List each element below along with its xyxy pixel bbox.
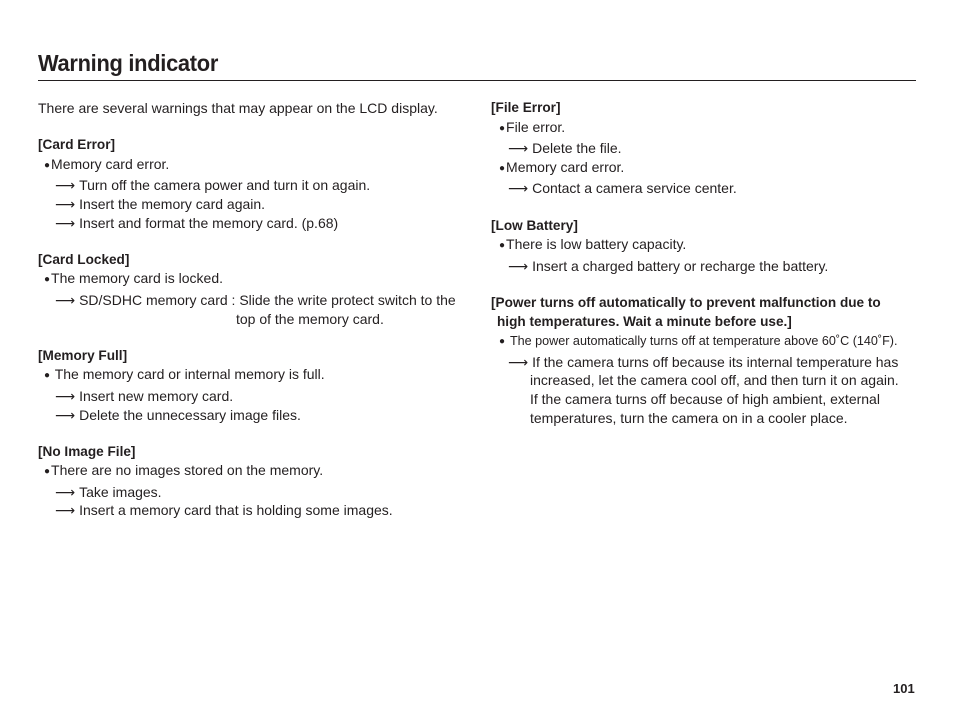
file-error-section [491, 99, 931, 198]
solution-item [491, 179, 931, 198]
solution-text: Insert new memory card. [79, 387, 234, 404]
arrow-icon: ⟶ [55, 291, 76, 308]
solution-text: SD/SDHC memory card : Slide the write protect switch to the [79, 291, 456, 308]
solution-item [38, 406, 468, 425]
warning-description: The power automatically turns off at temperature above 60˚C (140˚F). [509, 334, 898, 349]
warning-description: There is low battery capacity. [506, 236, 687, 253]
memory-full-section [38, 347, 468, 424]
solution-text: Take images. [79, 483, 162, 500]
solution-item [491, 257, 931, 276]
solution-text: Contact a camera service center. [532, 180, 737, 197]
warning-description: The memory card or internal memory is full. [54, 366, 325, 383]
no-image-file-section [38, 443, 468, 520]
arrow-icon: ⟶ [55, 502, 76, 519]
solution-continuation: temperatures, turn the camera on in a cooler place. [530, 409, 848, 426]
page-number: 101 [893, 681, 915, 696]
arrow-icon: ⟶ [508, 140, 529, 157]
arrow-icon: ⟶ [508, 257, 529, 274]
solution-continuation: If the camera turns off because of high ambient, external [530, 390, 880, 407]
section-title: [No Image File] [38, 443, 136, 459]
arrow-icon: ⟶ [55, 214, 76, 231]
section-title: [File Error] [491, 100, 561, 115]
bullet-icon: ● [499, 162, 506, 174]
section-title: [Memory Full] [38, 347, 128, 363]
solution-text: Delete the file. [532, 140, 622, 157]
card-locked-section [38, 251, 468, 328]
solution-item [491, 139, 931, 158]
arrow-icon: ⟶ [55, 177, 76, 194]
solution-text: Insert a charged battery or recharge the battery. [532, 257, 829, 274]
warning-description: Memory card error. [506, 158, 625, 175]
bullet-icon: ● [44, 274, 51, 286]
solution-item [491, 353, 931, 372]
list-item [491, 235, 931, 257]
solution-text: Insert a memory card that is holding some images. [79, 502, 393, 519]
bullet-icon: ● [499, 240, 506, 252]
section-title: [Card Locked] [38, 251, 130, 267]
list-item [38, 365, 468, 387]
bullet-icon: ● [499, 336, 506, 348]
power-off-section [491, 294, 931, 427]
left-column [38, 99, 468, 520]
solution-text: Turn off the camera power and turn it on again. [79, 177, 371, 194]
bullet-icon: ● [499, 122, 506, 134]
solution-item [38, 176, 468, 195]
list-item [491, 158, 931, 180]
page-title: Warning indicator [38, 50, 219, 76]
solution-continuation: increased, let the camera cool off, and then turn it on again. [530, 372, 899, 389]
section-title-continuation: high temperatures. Wait a minute before use.] [497, 313, 792, 329]
arrow-icon: ⟶ [55, 483, 76, 500]
warning-description: Memory card error. [51, 155, 170, 172]
arrow-icon: ⟶ [55, 387, 76, 404]
solution-item [38, 214, 468, 233]
solution-item [38, 483, 468, 502]
solution-item [38, 291, 468, 310]
solution-item [38, 387, 468, 406]
bullet-icon: ● [44, 159, 51, 171]
intro-text: There are several warnings that may appear on the LCD display. [38, 100, 438, 116]
list-item [491, 331, 931, 353]
arrow-icon: ⟶ [508, 180, 529, 197]
section-title: [Power turns off automatically to prevent malfunction due to [491, 294, 881, 310]
warning-description: There are no images stored on the memory. [51, 462, 324, 479]
warning-description: The memory card is locked. [51, 270, 223, 287]
list-item [38, 155, 468, 177]
solution-item [38, 195, 468, 214]
warning-description: File error. [506, 118, 566, 135]
list-item [38, 461, 468, 483]
solution-text: If the camera turns off because its internal temperature has [532, 353, 899, 370]
solution-text: Delete the unnecessary image files. [79, 406, 301, 423]
list-item [491, 118, 931, 140]
right-column [491, 99, 931, 427]
arrow-icon: ⟶ [55, 406, 76, 423]
low-battery-section [491, 217, 931, 276]
title-divider [38, 80, 916, 81]
solution-item [38, 501, 468, 520]
bullet-icon: ● [44, 370, 51, 382]
section-title: [Low Battery] [491, 217, 578, 233]
solution-text: Insert the memory card again. [79, 195, 266, 212]
bullet-icon: ● [44, 466, 51, 478]
solution-continuation: top of the memory card. [236, 310, 384, 327]
solution-text: Insert and format the memory card. (p.68) [79, 214, 339, 231]
section-title: [Card Error] [38, 137, 116, 153]
list-item [38, 269, 468, 291]
arrow-icon: ⟶ [55, 195, 76, 212]
card-error-section [38, 136, 468, 232]
arrow-icon: ⟶ [508, 353, 529, 370]
